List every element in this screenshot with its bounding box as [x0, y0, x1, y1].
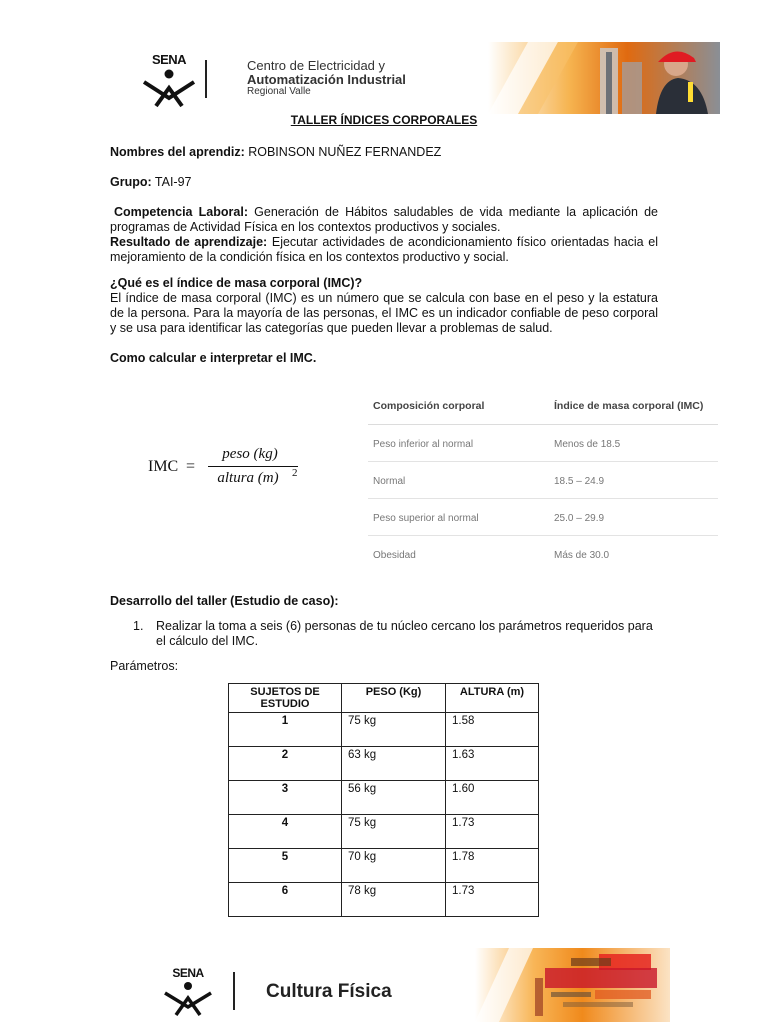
formula-numerator: peso (kg) — [222, 446, 278, 462]
center-name-line2: Automatización Industrial — [247, 72, 406, 87]
header-banner — [110, 42, 720, 114]
imc-question: ¿Qué es el índice de masa corporal (IMC)? — [110, 276, 363, 290]
subject-number: 4 — [229, 815, 342, 849]
header-sujetos: SUJETOS DE ESTUDIO — [229, 684, 342, 713]
table-row — [368, 462, 718, 499]
header-altura: ALTURA (m) — [446, 684, 539, 713]
formula-fraction-bar — [208, 466, 298, 467]
table-row — [368, 536, 718, 572]
footer-divider — [233, 972, 235, 1010]
weight-cell: 78 kg — [342, 883, 446, 917]
composition-cell: Obesidad — [373, 550, 416, 561]
height-cell: 1.78 — [446, 849, 539, 883]
composition-header-1: Composición corporal — [373, 400, 485, 412]
table-row — [229, 781, 539, 815]
composition-table — [368, 390, 718, 572]
competencia-paragraph — [110, 205, 658, 235]
parameters-header-row — [229, 684, 539, 713]
height-cell: 1.63 — [446, 747, 539, 781]
education-word-cloud — [475, 948, 670, 1022]
weight-cell: 63 kg — [342, 747, 446, 781]
subject-number: 3 — [229, 781, 342, 815]
aprendiz-label: Nombres del aprendiz: — [110, 145, 245, 159]
height-cell: 1.73 — [446, 883, 539, 917]
electrician-photo-icon — [488, 42, 720, 114]
grupo-value: TAI-97 — [151, 175, 192, 189]
aprendiz-line — [110, 145, 441, 160]
parameters-table — [228, 683, 539, 917]
composition-header-row — [368, 390, 718, 425]
subject-number: 1 — [229, 713, 342, 747]
table-row — [229, 849, 539, 883]
header-peso: PESO (Kg) — [342, 684, 446, 713]
weight-cell: 56 kg — [342, 781, 446, 815]
word-cloud-icon — [475, 948, 670, 1022]
subject-number: 2 — [229, 747, 342, 781]
height-cell: 1.60 — [446, 781, 539, 815]
footer-banner — [140, 948, 670, 1022]
document-title: TALLER ÍNDICES CORPORALES — [290, 113, 478, 127]
weight-cell: 75 kg — [342, 815, 446, 849]
height-cell: 1.73 — [446, 815, 539, 849]
item-text: Realizar la toma a seis (6) personas de tu núcleo cercano los parámetros requeridos para el cálculo del IMC. — [156, 619, 653, 648]
subject-number: 5 — [229, 849, 342, 883]
table-row — [229, 713, 539, 747]
height-cell: 1.58 — [446, 713, 539, 747]
table-row — [368, 499, 718, 536]
table-row — [229, 747, 539, 781]
competencia-label: Competencia Laboral: — [114, 205, 248, 219]
resultado-text: Ejecutar actividades de acondicionamiento físico orientadas hacia el mejoramiento de la condición física en los contextos productivo y social. — [110, 235, 658, 264]
table-row — [368, 425, 718, 462]
formula-equals: = — [186, 458, 196, 475]
footer-title: Cultura Física — [266, 981, 392, 1002]
worker-photo — [488, 42, 720, 114]
imc-range-cell: 18.5 – 24.9 — [554, 476, 605, 487]
center-name-line1: Centro de Electricidad y — [247, 58, 386, 73]
header-divider — [205, 60, 207, 98]
item-number: 1. — [133, 619, 144, 633]
formula-exponent: 2 — [292, 467, 298, 479]
competencia-text: Generación de Hábitos saludables de vida mediante la aplicación de programas de Actividad Física en los contextos productivos y sociales. — [110, 205, 659, 234]
imc-definition: El índice de masa corporal (IMC) es un número que se calcula con base en el peso y la estatura de la persona. Para la mayoría de las personas, el IMC es un indicador confiable de peso corporal y se usa para identificar las categorías que pueden llevar a problemas de salud. — [110, 291, 658, 335]
formula-lhs: IMC — [148, 458, 179, 475]
desarrollo-heading: Desarrollo del taller (Estudio de caso): — [110, 594, 339, 608]
imc-range-cell: Más de 30.0 — [554, 550, 610, 561]
resultado-paragraph — [110, 235, 658, 265]
composition-cell: Normal — [373, 476, 406, 487]
composition-cell: Peso superior al normal — [373, 513, 479, 524]
subject-number: 6 — [229, 883, 342, 917]
imc-formula — [148, 442, 308, 494]
calc-heading: Como calcular e interpretar el IMC. — [110, 351, 317, 365]
sena-logo-text: SENA — [151, 52, 187, 67]
imc-range-cell: Menos de 18.5 — [554, 439, 621, 450]
composition-cell: Peso inferior al normal — [373, 439, 474, 450]
formula-denominator: altura (m) — [217, 470, 279, 486]
center-region: Regional Valle — [247, 86, 311, 97]
imc-range-cell: 25.0 – 29.9 — [554, 513, 605, 524]
aprendiz-value: ROBINSON NUÑEZ FERNANDEZ — [244, 145, 442, 159]
table-row — [229, 883, 539, 917]
sena-logo — [138, 52, 200, 108]
footer-logo-text: SENA — [172, 966, 204, 980]
weight-cell: 75 kg — [342, 713, 446, 747]
grupo-label: Grupo: — [110, 175, 152, 189]
footer-sena-logo — [160, 966, 216, 1016]
weight-cell: 70 kg — [342, 849, 446, 883]
parametros-label: Parámetros: — [110, 659, 179, 673]
grupo-line — [110, 175, 192, 190]
resultado-label: Resultado de aprendizaje: — [110, 235, 268, 249]
composition-header-2: Índice de masa corporal (IMC) — [554, 400, 704, 412]
table-row — [229, 815, 539, 849]
